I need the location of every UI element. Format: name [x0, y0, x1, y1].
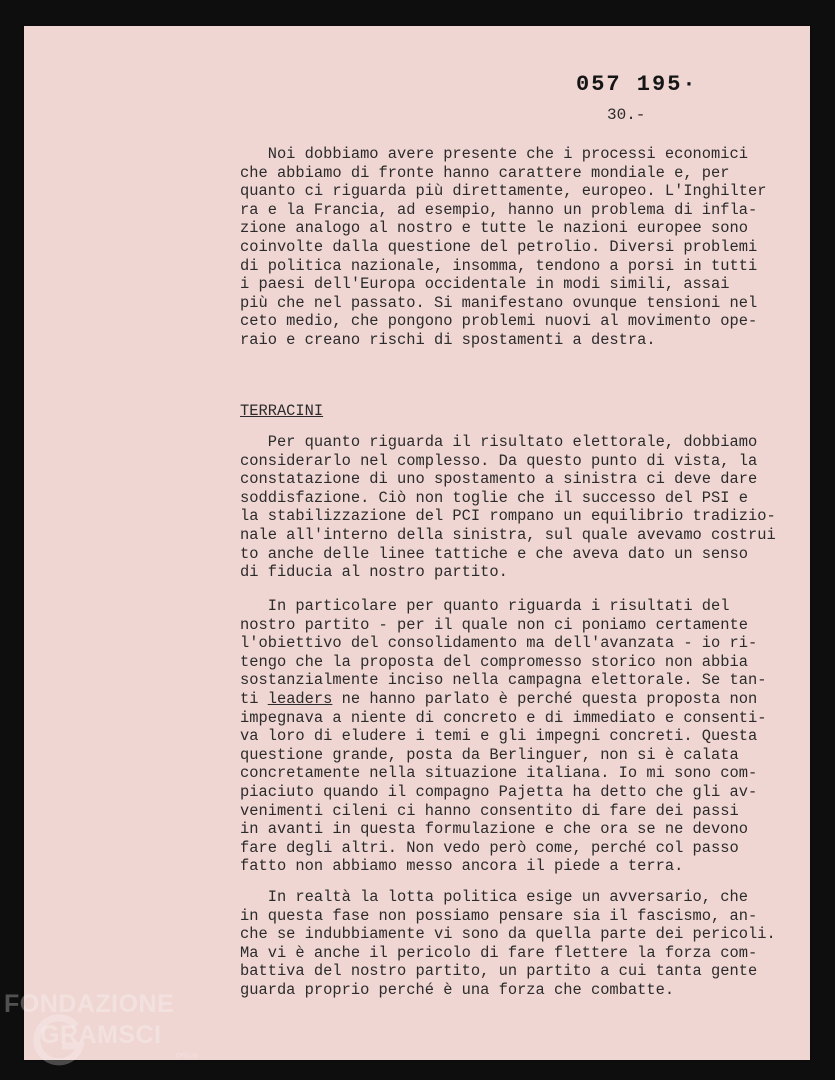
text-line: Noi dobbiamo avere presente che i processi economici: [240, 145, 748, 163]
text-line: zione analogo al nostro e tutte le nazioni europee sono: [240, 219, 748, 238]
text-line: Ma vi è anche il pericolo di fare flettere la forza com-: [240, 943, 758, 962]
text-line: la stabilizzazione del PCI rompano un equilibrio tradizio-: [240, 507, 776, 526]
text-line: i paesi dell'Europa occidentale in modi simili, assai: [240, 275, 730, 294]
text-line: battiva del nostro partito, un partito a cui tanta gente: [240, 962, 758, 981]
fondazione-gramsci-watermark: [4, 990, 198, 1060]
text-line: questione grande, posta da Berlinguer, non si è calata: [240, 745, 739, 764]
text-line: di politica nazionale, insomma, tendono a porsi in tutti: [240, 256, 758, 275]
underlined-word: leaders: [267, 689, 333, 708]
text-line: che abbiamo di fronte hanno carattere mondiale e, per: [240, 163, 730, 182]
text-line: nostro partito - per il quale non ci poniamo certamente: [240, 615, 748, 634]
text-line: In realtà la lotta politica esige un avversario, che: [240, 888, 748, 906]
page-number: 30.-: [607, 106, 646, 124]
text-line: nale all'interno della sinistra, sul quale avevamo costrui: [240, 525, 776, 544]
text-line: fatto non abbiamo messo ancora il piede a terra.: [240, 857, 684, 876]
text-line: l'obiettivo del consolidamento ma dell'avanzata - io ri-: [240, 634, 758, 653]
paragraph-4: [240, 888, 805, 1000]
text-line: to anche delle linee tattiche e che aveva dato un senso: [240, 544, 748, 563]
text-line: ti leaders ne hanno parlato è perché questa proposta non: [240, 689, 758, 708]
speaker-heading: TERRACINI: [240, 402, 324, 420]
text-line: soddisfazione. Ciò non toglie che il successo del PSI e: [240, 488, 748, 507]
text-line: tengo che la proposta del compromesso storico non abbia: [240, 652, 748, 671]
watermark-line-1: FONDAZIONE: [4, 990, 175, 1018]
text-line: Per quanto riguarda il risultato elettorale, dobbiamo: [240, 433, 758, 451]
text-line: fare degli altri. Non vedo però come, perché col passo: [240, 838, 739, 857]
text-line: ra e la Francia, ad esempio, hanno un problema di infla-: [240, 200, 758, 219]
text-line: raio e creano rischi di spostamenti a destra.: [240, 330, 656, 349]
text-line: di fiducia al nostro partito.: [240, 563, 508, 582]
archive-number: 057 195·: [576, 72, 698, 97]
text-line: venimenti cileni ci hanno consentito di fare dei passi: [240, 801, 739, 820]
text-line: che se indubbiamente vi sono da quella parte dei pericoli.: [240, 925, 776, 944]
text-line: in avanti in questa formulazione e che ora se ne devono: [240, 820, 748, 839]
text-line: piaciuto quando il compagno Pajetta ha detto che gli av-: [240, 782, 758, 801]
text-line: quanto ci riguarda più direttamente, europeo. L'Inghilter: [240, 182, 767, 201]
text-line: va loro di eludere i temi e gli impegni concreti. Questa: [240, 727, 758, 746]
text-line: impegnava a niente di concreto e di immediato e consenti-: [240, 708, 767, 727]
text-line: sostanzialmente inciso nella campagna elettorale. Se tan-: [240, 671, 767, 690]
paragraph-1: [240, 145, 805, 350]
text-line: più che nel passato. Si manifestano ovunque tensioni nel: [240, 293, 758, 312]
text-line: ceto medio, che pongono problemi nuovi al movimento ope-: [240, 312, 758, 331]
watermark-line-2: GRAMSCI: [40, 1021, 162, 1049]
paragraph-3: [240, 597, 805, 876]
text-line: constatazione di uno spostamento a sinistra ci deve dare: [240, 470, 758, 489]
text-line: coinvolte dalla questione del petrolio. Diversi problemi: [240, 237, 758, 256]
text-line: concretamente nella situazione italiana. Io mi sono com-: [240, 764, 758, 783]
document-page: [24, 26, 810, 1060]
text-line: guarda proprio perché è una forza che combatte.: [240, 980, 675, 999]
text-line: In particolare per quanto riguarda i risultati del: [240, 597, 730, 615]
text-line: in questa fase non possiamo pensare sia il fascismo, an-: [240, 906, 758, 925]
watermark-g-logo-icon: [32, 1012, 90, 1070]
text-line: considerarlo nel complesso. Da questo punto di vista, la: [240, 451, 758, 470]
paragraph-2: [240, 433, 805, 582]
watermark-line-3: onlus: [176, 1050, 198, 1060]
